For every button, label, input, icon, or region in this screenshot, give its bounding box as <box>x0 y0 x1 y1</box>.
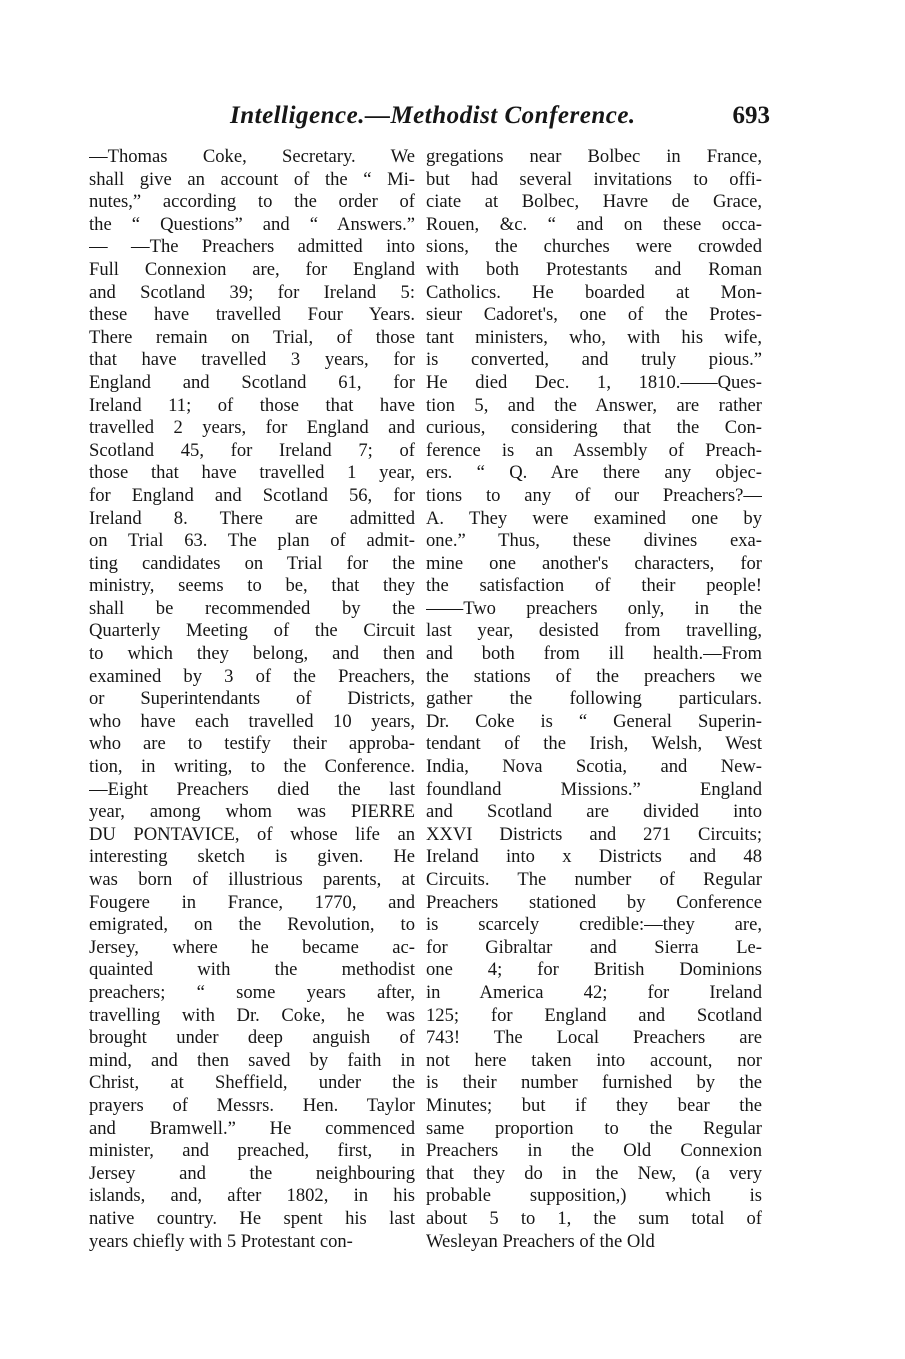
text-line: was born of illustrious parents, at <box>89 869 415 890</box>
text-line: ciate at Bolbec, Havre de Grace, <box>426 191 762 213</box>
text-line: ference is an Assembly of Preach- <box>426 439 762 461</box>
text-line: quainted with the methodist <box>89 959 415 981</box>
text-line: last year, desisted from travelling, <box>426 620 762 642</box>
text-line: Minutes; but if they bear the <box>426 1094 762 1116</box>
text-line: DU PONTAVICE, of whose life an <box>89 823 415 845</box>
text-line: with both Protestants and Roman <box>426 258 762 280</box>
text-line: He died Dec. 1, 1810.——Ques- <box>426 371 762 393</box>
text-line: these have travelled Four Years. <box>89 304 415 326</box>
text-line: Full Connexion are, for England <box>89 258 415 280</box>
text-line: nutes,” according to the order of <box>89 191 415 213</box>
text-line: Scotland 45, for Ireland 7; of <box>89 439 415 461</box>
text-line: who are to testify their approba- <box>89 733 415 755</box>
text-line: for England and Scotland 56, for <box>89 484 415 506</box>
text-line: gregations near Bolbec in France, <box>426 146 762 167</box>
text-line: Ireland into x Districts and 48 <box>426 846 762 868</box>
running-head: Intelligence.—Methodist Conference. <box>230 102 636 129</box>
text-line: and Scotland 39; for Ireland 5: <box>89 281 415 303</box>
text-line: 125; for England and Scotland <box>426 1004 762 1026</box>
text-line: India, Nova Scotia, and New- <box>426 756 762 778</box>
text-line: is their number furnished by the <box>426 1072 762 1094</box>
text-line: prayers of Messrs. Hen. Taylor <box>89 1094 415 1116</box>
text-line: foundland Missions.” England <box>426 778 762 800</box>
text-line: those that have travelled 1 year, <box>89 462 415 484</box>
text-line: Wesleyan Preachers of the Old <box>426 1230 655 1252</box>
text-line: Christ, at Sheffield, under the <box>89 1072 415 1094</box>
text-line: Dr. Coke is “ General Superin- <box>426 710 762 732</box>
text-line: tions to any of our Preachers?— <box>426 484 762 506</box>
text-line: ministry, seems to be, that they <box>89 575 415 597</box>
text-line: on Trial 63. The plan of admit- <box>89 530 415 552</box>
text-line: same proportion to the Regular <box>426 1117 762 1139</box>
text-line: one.” Thus, these divines exa- <box>426 530 762 552</box>
text-line: emigrated, on the Revolution, to <box>89 914 415 936</box>
text-line: Fougere in France, 1770, and <box>89 891 415 913</box>
text-line: tendant of the Irish, Welsh, West <box>426 733 762 755</box>
text-line: shall be recommended by the <box>89 597 415 619</box>
text-line: Ireland 11; of those that have <box>89 394 415 416</box>
text-line: is scarcely credible:—they are, <box>426 914 762 936</box>
text-line: 743! The Local Preachers are <box>426 1027 762 1049</box>
text-line: curious, considering that the Con- <box>426 417 762 439</box>
text-line: or Superintendants of Districts, <box>89 688 415 710</box>
text-line: and Scotland are divided into <box>426 801 762 823</box>
text-line: ers. “ Q. Are there any objec- <box>426 462 762 484</box>
text-line: tion, in writing, to the Conference. <box>89 756 415 778</box>
text-line: Circuits. The number of Regular <box>426 869 762 890</box>
text-line: the satisfaction of their people! <box>426 575 762 597</box>
text-line: that they do in the New, (a very <box>426 1162 762 1184</box>
text-line: England and Scotland 61, for <box>89 371 415 393</box>
text-line: brought under deep anguish of <box>89 1027 415 1049</box>
text-line: the “ Questions” and “ Answers.” <box>89 213 415 235</box>
text-line: Preachers stationed by Conference <box>426 891 762 913</box>
page-number: 693 <box>732 102 770 129</box>
left-column <box>89 146 415 1253</box>
text-line: Rouen, &c. “ and on these occa- <box>426 213 762 235</box>
text-line: shall give an account of the “ Mi- <box>89 168 415 190</box>
text-line: mind, and then saved by faith in <box>89 1049 415 1071</box>
text-line: sions, the churches were crowded <box>426 236 762 258</box>
text-line: islands, and, after 1802, in his <box>89 1185 415 1207</box>
page-header <box>90 100 770 136</box>
text-line: —Eight Preachers died the last <box>89 778 415 800</box>
text-line: ting candidates on Trial for the <box>89 552 415 574</box>
text-line: ——Two preachers only, in the <box>426 597 762 619</box>
text-line: — —The Preachers admitted into <box>89 236 415 258</box>
text-line: who have each travelled 10 years, <box>89 710 415 732</box>
text-line: year, among whom was PIERRE <box>89 801 415 823</box>
text-line: not here taken into account, nor <box>426 1049 762 1071</box>
text-line: preachers; “ some years after, <box>89 981 415 1003</box>
text-line: gather the following particulars. <box>426 688 762 710</box>
text-line: Preachers in the Old Connexion <box>426 1140 762 1162</box>
text-line: mine one another's characters, for <box>426 552 762 574</box>
text-line: and Bramwell.” He commenced <box>89 1117 415 1139</box>
text-line: but had several invitations to offi- <box>426 168 762 190</box>
text-line: A. They were examined one by <box>426 507 762 529</box>
text-line: examined by 3 of the Preachers, <box>89 665 415 687</box>
text-line: for Gibraltar and Sierra Le- <box>426 936 762 958</box>
text-line: travelled 2 years, for England and <box>89 417 415 439</box>
text-line: interesting sketch is given. He <box>89 846 415 868</box>
text-line: the stations of the preachers we <box>426 665 762 687</box>
text-line: Ireland 8. There are admitted <box>89 507 415 529</box>
text-line: about 5 to 1, the sum total of <box>426 1207 762 1229</box>
text-line: tion 5, and the Answer, are rather <box>426 394 762 416</box>
text-line: XXVI Districts and 271 Circuits; <box>426 823 762 845</box>
text-line: is converted, and truly pious.” <box>426 349 762 371</box>
text-line: travelling with Dr. Coke, he was <box>89 1004 415 1026</box>
text-line: one 4; for British Dominions <box>426 959 762 981</box>
text-line: and both from ill health.—From <box>426 643 762 665</box>
text-line: probable supposition,) which is <box>426 1185 762 1207</box>
text-line: —Thomas Coke, Secretary. We <box>89 146 415 167</box>
text-line: Catholics. He boarded at Mon- <box>426 281 762 303</box>
text-line: that have travelled 3 years, for <box>89 349 415 371</box>
text-line: native country. He spent his last <box>89 1207 415 1229</box>
right-column <box>426 146 762 1253</box>
text-line: years chiefly with 5 Protestant con- <box>89 1230 353 1252</box>
text-line: Jersey and the neighbouring <box>89 1162 415 1184</box>
text-line: tant ministers, who, with his wife, <box>426 326 762 348</box>
text-line: Quarterly Meeting of the Circuit <box>89 620 415 642</box>
text-line: Jersey, where he became ac- <box>89 936 415 958</box>
text-line: sieur Cadoret's, one of the Protes- <box>426 304 762 326</box>
text-line: in America 42; for Ireland <box>426 981 762 1003</box>
text-line: There remain on Trial, of those <box>89 326 415 348</box>
text-line: minister, and preached, first, in <box>89 1140 415 1162</box>
text-line: to which they belong, and then <box>89 643 415 665</box>
